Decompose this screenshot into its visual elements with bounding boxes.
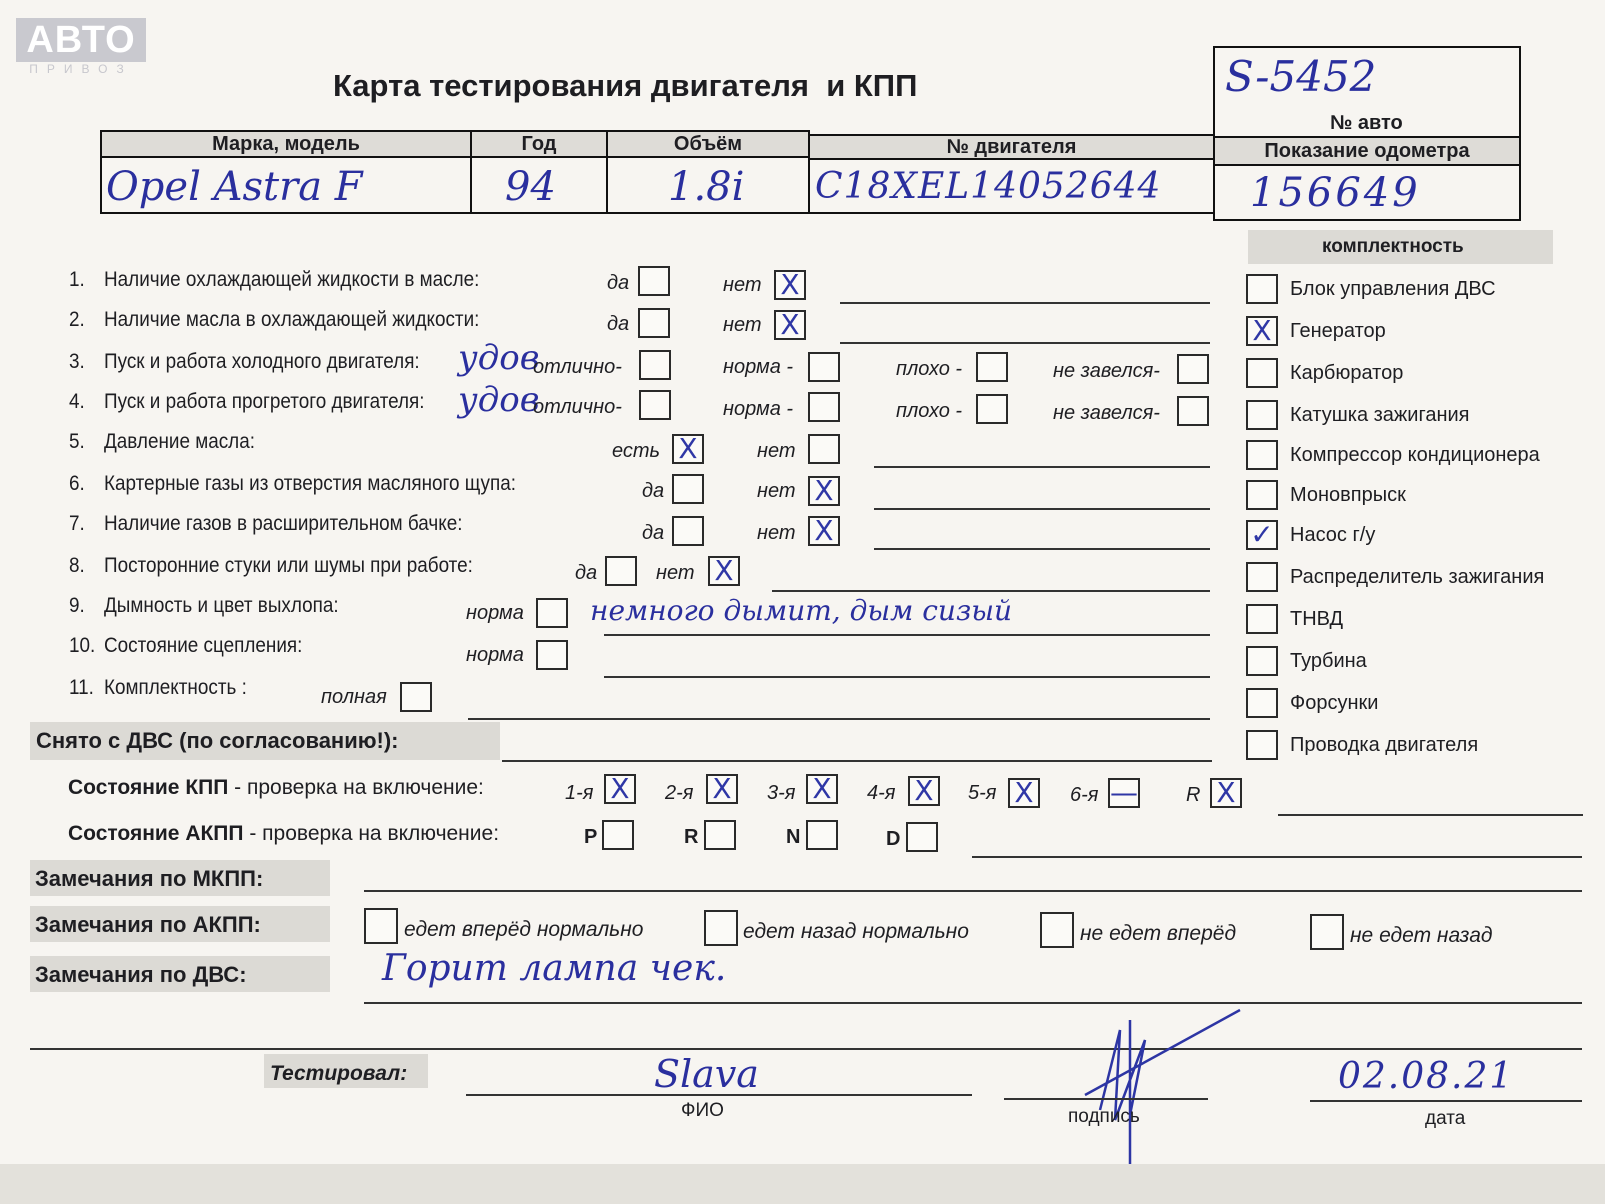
engine-label: № двигателя bbox=[808, 134, 1215, 160]
check-box-no[interactable]: X bbox=[708, 556, 740, 586]
logo-sub: ПРИВОЗ bbox=[29, 62, 133, 76]
check-num: 9. bbox=[69, 594, 85, 617]
page-bottom-edge bbox=[0, 1164, 1605, 1204]
check-box-no[interactable]: X bbox=[808, 476, 840, 506]
check-box-full[interactable] bbox=[400, 682, 432, 712]
page-title: Карта тестирования двигателя и КПП bbox=[333, 68, 918, 103]
check-num: 4. bbox=[69, 390, 85, 413]
note-line bbox=[874, 508, 1210, 510]
check-label: Дымность и цвет выхлопа: bbox=[104, 594, 339, 617]
note-line bbox=[772, 590, 1210, 592]
comp-label: ТНВД bbox=[1290, 608, 1344, 630]
check-label: Давление масла: bbox=[104, 430, 255, 453]
check-opt-no: нет bbox=[757, 480, 796, 502]
comp-label: Катушка зажигания bbox=[1290, 404, 1470, 426]
kpp-label-bold: Состояние КПП bbox=[68, 776, 229, 799]
check-box-normal[interactable] bbox=[536, 640, 568, 670]
check-opt-no: нет bbox=[723, 274, 762, 296]
check-opt-no: нет bbox=[757, 522, 796, 544]
comp-label: Турбина bbox=[1290, 650, 1367, 672]
opt-excellent: отлично- bbox=[533, 396, 622, 418]
check-label: Состояние сцепления: bbox=[104, 634, 303, 657]
check-label: Наличие охлаждающей жидкости в масле: bbox=[104, 268, 480, 291]
gear-label: 6-я bbox=[1070, 784, 1099, 806]
check-opt-normal: норма bbox=[466, 602, 524, 624]
dvs-remarks-value: Горит лампа чек. bbox=[382, 948, 727, 989]
date-caption: дата bbox=[1425, 1108, 1466, 1129]
gear-box[interactable]: X bbox=[706, 774, 738, 804]
box-normal[interactable] bbox=[808, 392, 840, 422]
comp-label: Проводка двигателя bbox=[1290, 734, 1479, 756]
comp-label: Генератор bbox=[1290, 320, 1386, 342]
comp-label: Карбюратор bbox=[1290, 362, 1404, 384]
make-value: Opel Astra F bbox=[106, 164, 363, 210]
check-box-yes[interactable] bbox=[605, 556, 637, 586]
check-num: 3. bbox=[69, 350, 85, 373]
note-line bbox=[468, 718, 1210, 720]
check-box-yes[interactable] bbox=[672, 516, 704, 546]
kpp-label-rest: - проверка на включение: bbox=[228, 776, 484, 799]
year-value: 94 bbox=[505, 164, 556, 210]
akpp-remark-box[interactable] bbox=[1040, 912, 1074, 948]
gear-label: 5-я bbox=[968, 782, 997, 804]
volume-label: Объём bbox=[606, 130, 810, 158]
akpp-label-rest: - проверка на включение: bbox=[243, 822, 500, 845]
akpp-pos-label: R bbox=[684, 826, 699, 848]
volume-value: 1.8i bbox=[668, 164, 745, 210]
akpp-remark-opt: едет вперёд нормально bbox=[404, 918, 644, 941]
box-bad[interactable] bbox=[976, 394, 1008, 424]
gear-box[interactable]: — bbox=[1110, 776, 1138, 809]
logo-main: АВТО bbox=[16, 18, 146, 62]
check-label: Пуск и работа холодного двигателя: bbox=[104, 350, 420, 373]
check-num: 11. bbox=[69, 676, 94, 699]
dvs-remarks-label: Замечания по ДВС: bbox=[35, 962, 247, 987]
comp-box[interactable] bbox=[1246, 358, 1278, 388]
opt-no-start: не завелся- bbox=[1053, 360, 1160, 382]
comp-label: Блок управления ДВС bbox=[1290, 278, 1496, 300]
akpp-label-bold: Состояние АКПП bbox=[68, 822, 244, 845]
check-box-yes[interactable] bbox=[672, 474, 704, 504]
check-box-yes[interactable] bbox=[638, 266, 670, 296]
gear-label: R bbox=[1186, 784, 1201, 806]
akpp-pos-label: P bbox=[584, 826, 598, 848]
gear-box[interactable]: X bbox=[806, 774, 838, 804]
mkpp-line bbox=[364, 890, 1582, 892]
gear-box[interactable]: X bbox=[1210, 778, 1242, 808]
check-opt-yes: да bbox=[575, 562, 598, 584]
completeness-title: комплектность bbox=[1322, 236, 1464, 257]
akpp-box[interactable] bbox=[602, 820, 634, 850]
odometer-value: 156649 bbox=[1250, 170, 1421, 216]
check-box-normal[interactable] bbox=[536, 598, 568, 628]
note-line bbox=[604, 676, 1210, 678]
check-opt-no: нет bbox=[723, 314, 762, 336]
comp-label: Компрессор кондиционера bbox=[1290, 444, 1540, 466]
check-note: удов bbox=[458, 380, 540, 420]
check-box-no[interactable]: X bbox=[774, 310, 806, 340]
box-normal[interactable] bbox=[808, 352, 840, 382]
akpp-label bbox=[68, 822, 499, 846]
akpp-line bbox=[972, 856, 1582, 858]
kpp-line bbox=[1278, 814, 1583, 816]
gear-label: 2-я bbox=[665, 782, 694, 804]
note-line bbox=[604, 634, 1210, 636]
note-line bbox=[840, 342, 1210, 344]
signature-caption: подпись bbox=[1068, 1106, 1140, 1127]
check-label: Пуск и работа прогретого двигателя: bbox=[104, 390, 425, 413]
comp-box[interactable] bbox=[1246, 688, 1278, 718]
box-excellent[interactable] bbox=[639, 350, 671, 380]
check-num: 8. bbox=[69, 554, 85, 577]
akpp-pos-label: N bbox=[786, 826, 801, 848]
box-no-start[interactable] bbox=[1177, 354, 1209, 384]
tested-label: Тестировал: bbox=[270, 1062, 408, 1085]
date-line bbox=[1310, 1100, 1582, 1102]
comp-box[interactable]: ✓ bbox=[1246, 520, 1278, 550]
check-box-no[interactable]: X bbox=[808, 516, 840, 546]
dvs-line-2 bbox=[30, 1048, 1582, 1050]
opt-normal: норма - bbox=[723, 398, 794, 420]
akpp-remark-box[interactable] bbox=[704, 910, 738, 946]
check-label: Посторонние стуки или шумы при работе: bbox=[104, 554, 473, 577]
opt-bad: плохо - bbox=[896, 358, 963, 380]
akpp-remarks-label: Замечания по АКПП: bbox=[35, 912, 261, 937]
opt-no-start: не завелся- bbox=[1053, 402, 1160, 424]
akpp-box[interactable] bbox=[806, 820, 838, 850]
check-box-yes[interactable]: X bbox=[672, 434, 704, 464]
comp-box[interactable]: X bbox=[1246, 316, 1278, 346]
logo bbox=[16, 18, 146, 78]
gear-label: 3-я bbox=[767, 782, 796, 804]
comp-label: Моновпрыск bbox=[1290, 484, 1406, 506]
gear-label: 1-я bbox=[565, 782, 594, 804]
check-label: Комплектность : bbox=[104, 676, 247, 699]
check-opt-yes: да bbox=[642, 480, 665, 502]
comp-box[interactable] bbox=[1246, 604, 1278, 634]
removed-label: Снято с ДВС (по согласованию!): bbox=[36, 728, 399, 753]
signature bbox=[1060, 1000, 1260, 1170]
check-num: 7. bbox=[69, 512, 85, 535]
check-note: удов bbox=[458, 338, 540, 378]
check-label: Наличие масла в охлаждающей жидкости: bbox=[104, 308, 480, 331]
gear-box[interactable]: X bbox=[908, 776, 940, 806]
gear-box[interactable]: X bbox=[604, 774, 636, 804]
smoke-note: немного дымит, дым сизый bbox=[590, 594, 1013, 627]
akpp-remark-box[interactable] bbox=[364, 908, 398, 944]
check-num: 6. bbox=[69, 472, 85, 495]
box-no-start[interactable] bbox=[1177, 396, 1209, 426]
check-num: 10. bbox=[69, 634, 96, 657]
akpp-pos-label: D bbox=[886, 828, 901, 850]
check-box-no[interactable]: X bbox=[774, 270, 806, 300]
check-opt-no: нет bbox=[656, 562, 695, 584]
akpp-remark-box[interactable] bbox=[1310, 914, 1344, 950]
signature-line bbox=[1004, 1098, 1208, 1100]
vehicle-no-label: № авто bbox=[1330, 112, 1403, 134]
make-label: Марка, модель bbox=[100, 130, 472, 158]
removed-line bbox=[502, 760, 1212, 762]
check-label: Наличие газов в расширительном бачке: bbox=[104, 512, 463, 535]
check-opt-normal: норма bbox=[466, 644, 524, 666]
box-excellent[interactable] bbox=[639, 390, 671, 420]
check-opt-full: полная bbox=[321, 686, 387, 708]
check-box-yes[interactable] bbox=[638, 308, 670, 338]
kpp-label bbox=[68, 776, 484, 800]
check-opt-no: нет bbox=[757, 440, 796, 462]
check-opt-yes: да bbox=[642, 522, 665, 544]
akpp-remark-opt: не едет вперёд bbox=[1080, 922, 1237, 945]
odometer-label: Показание одометра bbox=[1213, 136, 1521, 166]
year-label: Год bbox=[470, 130, 608, 158]
akpp-remark-opt: едет назад нормально bbox=[743, 920, 969, 943]
note-line bbox=[874, 548, 1210, 550]
akpp-box[interactable] bbox=[704, 820, 736, 850]
vehicle-no-value: S-5452 bbox=[1225, 52, 1377, 101]
comp-label: Распределитель зажигания bbox=[1290, 566, 1545, 588]
comp-box[interactable] bbox=[1246, 480, 1278, 510]
check-box-no[interactable] bbox=[808, 434, 840, 464]
name-caption: ФИО bbox=[681, 1100, 724, 1121]
date-value: 02.08.21 bbox=[1338, 1056, 1515, 1097]
check-opt-yes: да bbox=[607, 272, 630, 294]
check-num: 1. bbox=[69, 268, 85, 291]
note-line bbox=[840, 302, 1210, 304]
opt-excellent: отлично- bbox=[533, 356, 622, 378]
comp-box[interactable] bbox=[1246, 562, 1278, 592]
gear-box[interactable]: X bbox=[1008, 778, 1040, 808]
comp-box[interactable] bbox=[1246, 646, 1278, 676]
name-line bbox=[466, 1094, 972, 1096]
comp-label: Форсунки bbox=[1290, 692, 1379, 714]
check-opt-yes: да bbox=[607, 313, 630, 335]
note-line bbox=[874, 466, 1210, 468]
engine-value: C18XEL14052644 bbox=[815, 166, 1162, 207]
gear-label: 4-я bbox=[867, 782, 896, 804]
name-value: Slava bbox=[654, 1052, 759, 1096]
opt-bad: плохо - bbox=[896, 400, 963, 422]
akpp-box[interactable] bbox=[906, 822, 938, 852]
comp-label: Насос г/у bbox=[1290, 524, 1376, 546]
dvs-line bbox=[364, 1002, 1582, 1004]
akpp-remark-opt: не едет назад bbox=[1350, 924, 1493, 947]
check-opt-yes: есть bbox=[612, 440, 661, 462]
box-bad[interactable] bbox=[976, 352, 1008, 382]
comp-box[interactable] bbox=[1246, 274, 1278, 304]
check-num: 5. bbox=[69, 430, 85, 453]
mkpp-remarks-label: Замечания по МКПП: bbox=[35, 866, 264, 891]
check-num: 2. bbox=[69, 308, 85, 331]
opt-normal: норма - bbox=[723, 356, 794, 378]
comp-box[interactable] bbox=[1246, 440, 1278, 470]
comp-box[interactable] bbox=[1246, 730, 1278, 760]
check-label: Картерные газы из отверстия масляного щупа: bbox=[104, 472, 516, 495]
comp-box[interactable] bbox=[1246, 400, 1278, 430]
